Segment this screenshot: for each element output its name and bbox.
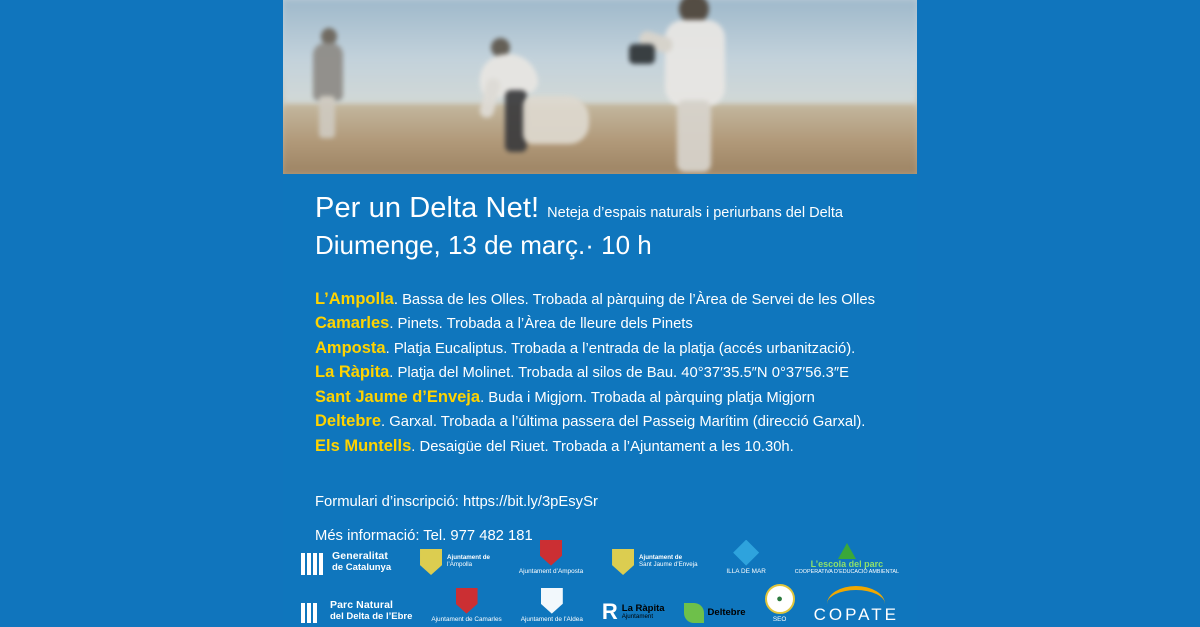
page-title: Per un Delta Net! [315,192,540,224]
parc-natural-bars-icon [301,599,325,623]
location-name: Camarles [315,314,390,333]
bird-icon: ● [765,584,795,614]
logo-line-1: Generalitat [332,550,388,563]
logo-line-2: Ajuntament [621,612,654,620]
location-detail: . Buda i Migjorn. Trobada al pàrquing platja Migjorn [480,389,815,406]
location-detail: . Bassa de les Olles. Trobada al pàrquing de l’Àrea de Servei de les Olles [393,291,876,308]
location-name: Sant Jaume d’Enveja [315,387,481,406]
list-item [315,312,887,337]
generalitat-bars-icon [301,549,327,575]
page-subtitle: Neteja d’espais naturals i periurbans del Delta [547,205,843,221]
crest-icon [540,540,562,566]
list-item [315,386,887,411]
location-detail: . Pinets. Trobada a l’Àrea de lleure dels Pinets [389,316,693,333]
logo-row-2 [297,583,903,623]
logo-line-1: Ajuntament d’Amposta [518,567,584,575]
logo-line-1: Ajuntament de [639,554,683,562]
swoosh-icon [827,586,885,604]
logo-line-2: l’Ampolla [447,561,473,568]
event-date: Diumenge, 13 de març.· 10 h [315,230,652,261]
logo-ajuntament-camarles [431,588,501,623]
title-line [315,192,887,225]
logo-seo-birdlife [765,584,795,623]
logo-ajuntament-ampolla [420,549,490,575]
logo-illa-de-mar [726,540,765,575]
tree-icon [838,543,856,559]
leaf-icon [684,603,704,623]
logo-line-1: SEO [772,615,787,623]
photo-ground [283,104,917,174]
location-detail: . Platja Eucaliptus. Trobada a l’entrada de la platja (accés urbanització). [385,340,856,357]
logo-line-1: Ajuntament de Camarles [431,615,502,623]
logo-line-1: ILLA DE MAR [726,567,766,575]
logo-la-rapita [602,601,665,623]
logo-line-1: L’escola del parc [810,559,884,569]
logo-parc-natural [301,599,412,623]
logo-line-1: Deltebre [707,606,746,618]
logo-line-2: del Delta de l’Ebre [330,610,413,622]
contact-phone: Més informació: Tel. 977 482 181 [315,528,533,545]
logo-line-2: Sant Jaume d’Enveja [639,561,698,568]
location-name: Deltebre [315,412,382,431]
logo-line-1: Ajuntament de l’Aldea [520,615,583,623]
logo-line-2: de Catalunya [332,561,392,573]
logo-row-1 [297,531,903,575]
list-item [315,361,887,386]
list-item [315,288,887,313]
logo-line-1: Parc Natural [330,599,394,612]
locations-list [283,262,917,460]
list-item [315,435,887,460]
location-detail: . Desaigüe del Riuet. Trobada a l’Ajuntament a les 10.30h. [411,438,794,455]
location-name: La Ràpita [315,363,390,382]
logo-line-2: COOPERATIVA D’EDUCACIÓ AMBIENTAL [794,569,899,575]
crest-icon [420,549,442,575]
logo-ajuntament-aldea [521,588,583,623]
logo-line-1: La Ràpita [621,602,665,614]
poster-body [283,174,917,547]
location-name: L’Ampolla [315,289,394,308]
location-detail: . Garxal. Trobada a l’última passera del Passeig Marítim (direcció Garxal). [381,414,866,431]
logo-strip [283,531,917,627]
logo-line-1: Ajuntament de [447,554,490,562]
location-detail: . Platja del Molinet. Trobada al silos de Bau. 40°37′35.5″N 0°37′56.3″E [389,365,850,382]
logo-ajuntament-amposta [519,540,583,575]
header-photo [283,0,917,174]
list-item [315,337,887,362]
location-name: Amposta [315,338,386,357]
list-item [315,410,887,435]
crest-icon [612,549,634,575]
r-monogram-icon: R [601,599,618,624]
crest-icon [541,588,563,614]
photo-sky [283,0,917,108]
diamond-icon [733,540,759,566]
registration-link[interactable]: Formulari d’inscripció: https://bit.ly/3pEsySr [315,494,598,511]
logo-deltebre [684,603,746,623]
logo-escola-del-parc [795,543,899,575]
location-name: Els Muntells [315,436,412,455]
logo-ajuntament-sant-jaume [612,549,697,575]
logo-generalitat [301,549,391,575]
title-block [283,174,917,262]
logo-copate [814,586,899,623]
logo-line-1: COPATE [813,605,899,624]
crest-icon [456,588,478,614]
poster [283,0,917,627]
